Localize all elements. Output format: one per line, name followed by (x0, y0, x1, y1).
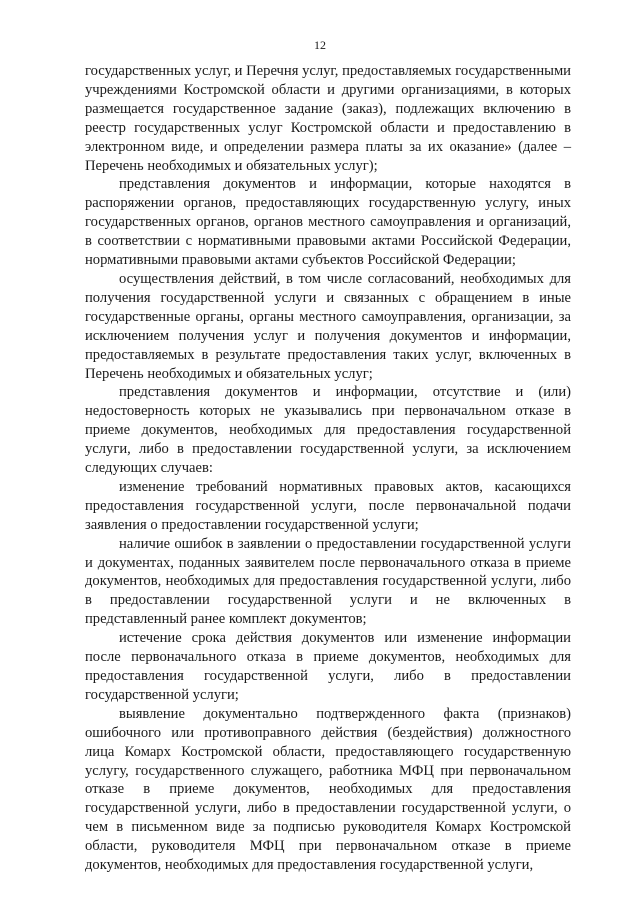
paragraph: представления документов и информации, отсутствие и (или) недостоверность которых не указывались при первоначальном отказе в приеме документов, необходимых для предоставления государственной услуги, либо в предоставлении государственной услуги, за исключением следующих случаев: (85, 384, 571, 477)
page-number: 12 (314, 38, 326, 52)
paragraph: осуществления действий, в том числе согласований, необходимых для получения государственной услуги и связанных с обращением в иные государственные органы, органы местного самоуправления, организации, за исключением получения услуг и получения документов и информации, предоставляемых в результате предоставления таких услуг, включенных в Перечень необходимых и обязательных услуг; (85, 270, 571, 382)
paragraph: выявление документально подтвержденного факта (признаков) ошибочного или противоправного действия (бездействия) должностного лица Комарх Костромской области, предоставляющего государственную услугу, государственного служащего, работника МФЦ при первоначальном отказе в приеме документов, необходимых для предоставления государственной услуги, либо в предоставлении государственной услуги, о чем в письменном виде за подписью руководителя Комарх Костромской области, руководителя МФЦ при первоначальном отказе в приеме документов, необходимых для предоставления государственной услуги, (85, 705, 571, 874)
paragraph: государственных услуг, и Перечня услуг, предоставляемых государственными учреждениями Костромской области и другими организациями, в которых размещается государственное задание (заказ), подлежащих включению в реестр государственных услуг Костромской области и предоставлению в электронном виде, и определении размера платы за их оказание» (далее – Перечень необходимых и обязательных услуг); (85, 63, 571, 174)
paragraph: представления документов и информации, которые находятся в распоряжении органов, предоставляющих государственную услугу, иных государственных органов, органов местного самоуправления и организаций, в соответствии с нормативными правовыми актами Российской Федерации, нормативными правовыми актами субъектов Российской Федерации; (85, 176, 571, 269)
paragraph: наличие ошибок в заявлении о предоставлении государственной услуги и документах, поданных заявителем после первоначального отказа в приеме документов, необходимых для предоставления государственной услуги, либо в предоставлении государственной услуги и не включенных в представленный ранее комплект документов; (85, 535, 571, 628)
document-body (85, 62, 571, 875)
paragraph: истечение срока действия документов или изменение информации после первоначального отказа в приеме документов, необходимых для предоставления государственной услуги, либо в предоставлении государственной услуги; (85, 630, 571, 703)
paragraph: изменение требований нормативных правовых актов, касающихся предоставления государственной услуги, после первоначальной подачи заявления о предоставлении государственной услуги; (85, 478, 571, 533)
